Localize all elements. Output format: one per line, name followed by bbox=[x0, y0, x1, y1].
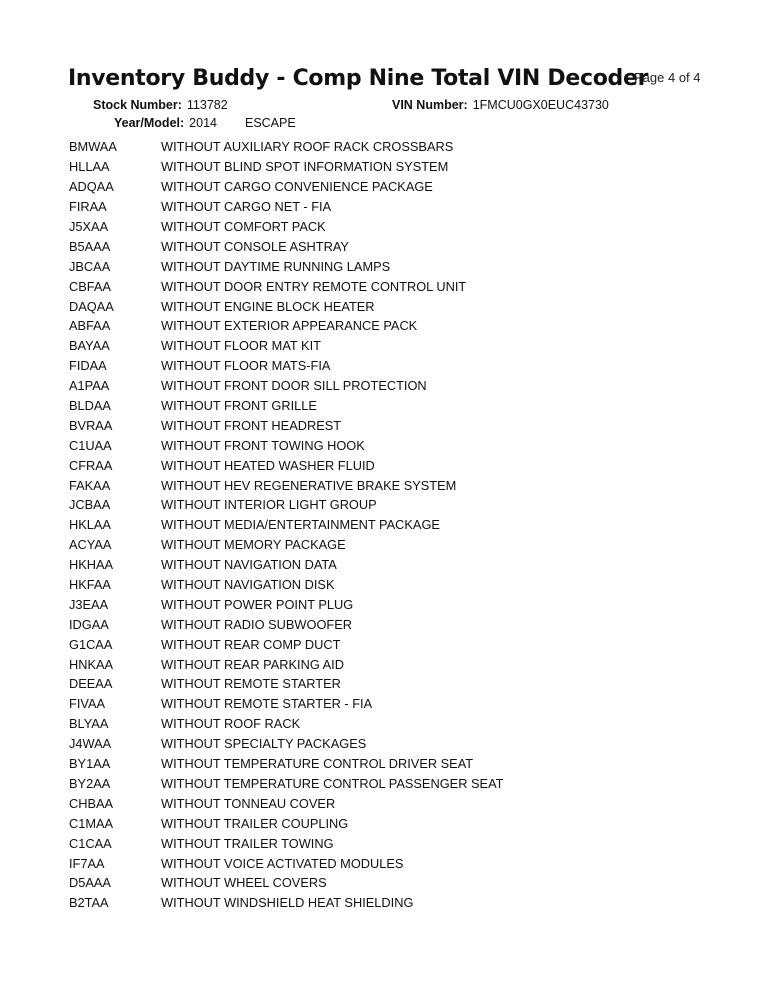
option-code: J3EAA bbox=[69, 596, 109, 612]
option-code: BVRAA bbox=[69, 417, 113, 433]
option-description: WITHOUT TONNEAU COVER bbox=[161, 795, 336, 811]
option-code: FIRAA bbox=[69, 199, 107, 215]
option-row bbox=[69, 873, 503, 893]
option-row bbox=[69, 515, 503, 535]
option-code: J4WAA bbox=[69, 736, 112, 752]
option-row bbox=[69, 415, 503, 435]
option-code: IDGAA bbox=[69, 616, 109, 632]
option-description: WITHOUT EXTERIOR APPEARANCE PACK bbox=[161, 318, 418, 334]
option-code: HLLAA bbox=[69, 159, 110, 175]
option-description: WITHOUT INTERIOR LIGHT GROUP bbox=[161, 497, 377, 513]
option-row bbox=[69, 813, 503, 833]
option-description: WITHOUT RADIO SUBWOOFER bbox=[161, 616, 353, 632]
option-code: CBFAA bbox=[69, 278, 111, 294]
option-code: HKLAA bbox=[69, 517, 111, 533]
option-description: WITHOUT POWER POINT PLUG bbox=[161, 596, 354, 612]
option-row bbox=[69, 455, 503, 475]
option-description: WITHOUT TEMPERATURE CONTROL DRIVER SEAT bbox=[161, 756, 474, 772]
option-row bbox=[69, 535, 503, 555]
option-row bbox=[69, 256, 503, 276]
option-row bbox=[69, 296, 503, 316]
option-description: WITHOUT DAYTIME RUNNING LAMPS bbox=[161, 258, 391, 274]
option-row bbox=[69, 495, 503, 515]
option-description: WITHOUT NAVIGATION DISK bbox=[161, 577, 335, 593]
option-description: WITHOUT ENGINE BLOCK HEATER bbox=[161, 298, 375, 314]
option-row bbox=[69, 435, 503, 455]
option-row bbox=[69, 376, 503, 396]
option-description: WITHOUT REMOTE STARTER - FIA bbox=[161, 696, 373, 712]
option-description: WITHOUT FLOOR MAT KIT bbox=[161, 338, 321, 354]
option-description: WITHOUT NAVIGATION DATA bbox=[161, 557, 337, 573]
option-row bbox=[69, 614, 503, 634]
option-code: D5AAA bbox=[69, 875, 111, 891]
option-code: JBCAA bbox=[69, 258, 111, 274]
option-description: WITHOUT FRONT TOWING HOOK bbox=[161, 437, 365, 453]
option-description: WITHOUT REMOTE STARTER bbox=[161, 676, 341, 692]
option-description: WITHOUT WINDSHIELD HEAT SHIELDING bbox=[161, 895, 414, 911]
option-description: WITHOUT TRAILER COUPLING bbox=[161, 815, 349, 831]
report-title: Inventory Buddy - Comp Nine Total VIN Decoder bbox=[68, 66, 649, 91]
option-row bbox=[69, 217, 503, 237]
vin-number-label: VIN Number: bbox=[392, 98, 468, 112]
option-code: FIDAA bbox=[69, 358, 107, 374]
option-row bbox=[69, 674, 503, 694]
option-description: WITHOUT SPECIALTY PACKAGES bbox=[161, 736, 367, 752]
option-code: IF7AA bbox=[69, 855, 105, 871]
option-row bbox=[69, 694, 503, 714]
option-code: BY2AA bbox=[69, 775, 111, 791]
option-row bbox=[69, 754, 503, 774]
option-description: WITHOUT CARGO NET - FIA bbox=[161, 199, 332, 215]
option-description: WITHOUT MEMORY PACKAGE bbox=[161, 537, 346, 553]
option-row bbox=[69, 236, 503, 256]
option-code: J5XAA bbox=[69, 219, 109, 234]
option-code: CFRAA bbox=[69, 457, 113, 473]
option-description: WITHOUT WHEEL COVERS bbox=[161, 875, 327, 891]
option-row bbox=[69, 714, 503, 734]
model-value: ESCAPE bbox=[244, 116, 296, 130]
option-row bbox=[69, 396, 503, 416]
option-row bbox=[69, 634, 503, 654]
option-code: ACYAA bbox=[69, 537, 112, 553]
option-row bbox=[69, 774, 503, 794]
vin-number bbox=[392, 98, 609, 112]
option-description: WITHOUT DOOR ENTRY REMOTE CONTROL UNIT bbox=[161, 278, 467, 294]
option-code: CHBAA bbox=[69, 795, 114, 811]
option-code: FAKAA bbox=[69, 477, 111, 493]
year-value: 2014 bbox=[189, 116, 217, 130]
option-description: WITHOUT CARGO CONVENIENCE PACKAGE bbox=[161, 179, 433, 195]
year-model bbox=[114, 116, 296, 130]
option-description: WITHOUT CONSOLE ASHTRAY bbox=[161, 238, 349, 254]
option-code: BY1AA bbox=[69, 756, 111, 772]
option-code: ADQAA bbox=[69, 179, 114, 195]
vin-number-value: 1FMCU0GX0EUC43730 bbox=[472, 98, 609, 112]
option-description: WITHOUT ROOF RACK bbox=[161, 716, 301, 732]
option-code: B5AAA bbox=[69, 238, 111, 254]
option-row bbox=[69, 475, 503, 495]
option-row bbox=[69, 853, 503, 873]
option-description: WITHOUT FLOOR MATS-FIA bbox=[161, 358, 331, 374]
option-description: WITHOUT VOICE ACTIVATED MODULES bbox=[161, 855, 404, 871]
page-number: Page 4 of 4 bbox=[634, 70, 701, 85]
option-description: WITHOUT TRAILER TOWING bbox=[161, 835, 334, 851]
option-code-list bbox=[69, 137, 503, 913]
option-description: WITHOUT AUXILIARY ROOF RACK CROSSBARS bbox=[161, 139, 454, 155]
option-code: FIVAA bbox=[69, 696, 106, 712]
option-description: WITHOUT COMFORT PACK bbox=[161, 219, 326, 234]
option-code: HNKAA bbox=[69, 656, 114, 672]
option-row bbox=[69, 316, 503, 336]
option-description: WITHOUT FRONT GRILLE bbox=[161, 398, 317, 414]
stock-number-label: Stock Number: bbox=[93, 98, 182, 112]
option-code: JCBAA bbox=[69, 497, 111, 513]
option-description: WITHOUT MEDIA/ENTERTAINMENT PACKAGE bbox=[161, 517, 440, 533]
option-row bbox=[69, 575, 503, 595]
option-code: BLYAA bbox=[69, 716, 109, 732]
option-description: WITHOUT TEMPERATURE CONTROL PASSENGER SEAT bbox=[161, 775, 504, 791]
option-description: WITHOUT HEV REGENERATIVE BRAKE SYSTEM bbox=[161, 477, 457, 493]
option-row bbox=[69, 177, 503, 197]
option-code: C1UAA bbox=[69, 437, 112, 453]
option-code: HKFAA bbox=[69, 577, 111, 593]
option-description: WITHOUT HEATED WASHER FLUID bbox=[161, 457, 375, 473]
option-row bbox=[69, 734, 503, 754]
option-row bbox=[69, 356, 503, 376]
option-description: WITHOUT REAR COMP DUCT bbox=[161, 636, 341, 652]
option-row bbox=[69, 336, 503, 356]
option-code: B2TAA bbox=[69, 895, 109, 911]
option-code: DAQAA bbox=[69, 298, 114, 314]
option-code: BMWAA bbox=[69, 139, 117, 155]
option-code: ABFAA bbox=[69, 318, 111, 334]
stock-number bbox=[93, 98, 228, 112]
option-code: C1CAA bbox=[69, 835, 112, 851]
option-description: WITHOUT FRONT HEADREST bbox=[161, 417, 342, 433]
option-row bbox=[69, 137, 503, 157]
option-row bbox=[69, 833, 503, 853]
option-description: WITHOUT FRONT DOOR SILL PROTECTION bbox=[161, 378, 427, 394]
option-code: BLDAA bbox=[69, 398, 111, 414]
option-description: WITHOUT BLIND SPOT INFORMATION SYSTEM bbox=[161, 159, 449, 175]
option-code: C1MAA bbox=[69, 815, 114, 831]
option-description: WITHOUT REAR PARKING AID bbox=[161, 656, 344, 672]
option-row bbox=[69, 654, 503, 674]
option-row bbox=[69, 793, 503, 813]
option-code: G1CAA bbox=[69, 636, 113, 652]
option-row bbox=[69, 594, 503, 614]
option-code: HKHAA bbox=[69, 557, 114, 573]
option-row bbox=[69, 157, 503, 177]
option-row bbox=[69, 893, 503, 913]
option-row bbox=[69, 197, 503, 217]
stock-number-value: 113782 bbox=[186, 98, 228, 112]
option-row bbox=[69, 276, 503, 296]
option-row bbox=[69, 555, 503, 575]
option-code: DEEAA bbox=[69, 676, 113, 692]
year-model-label: Year/Model: bbox=[114, 116, 185, 130]
option-code: A1PAA bbox=[69, 378, 110, 394]
option-code: BAYAA bbox=[69, 338, 110, 354]
